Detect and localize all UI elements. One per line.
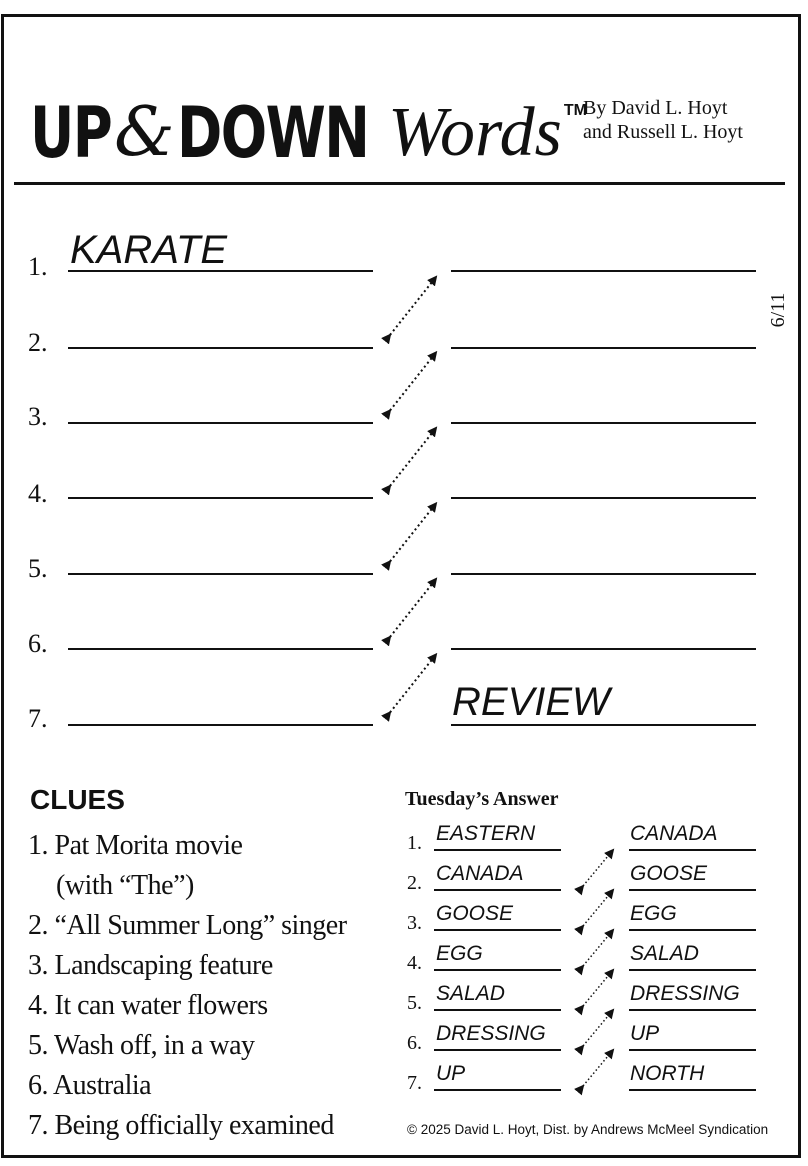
logo-words-text: Words — [388, 94, 562, 171]
previous-blank-right — [629, 889, 756, 891]
copyright-notice: © 2025 David L. Hoyt, Dist. by Andrews McMeel Syndication — [407, 1122, 769, 1137]
clue-item: 1. Pat Morita movie — [28, 830, 243, 861]
previous-word-right: GOOSE — [630, 862, 708, 885]
previous-word-right: UP — [630, 1022, 660, 1045]
row-number: 7. — [28, 704, 48, 733]
clue-item: 2. “All Summer Long” singer — [28, 910, 347, 941]
previous-blank-left — [434, 1089, 561, 1091]
clue-item: 4. It can water flowers — [28, 990, 268, 1021]
previous-word-right: NORTH — [630, 1062, 705, 1085]
answer-blank-left[interactable] — [68, 347, 373, 349]
previous-blank-left — [434, 1049, 561, 1051]
previous-word-right: DRESSING — [630, 982, 740, 1005]
logo-ampersand: & — [114, 93, 175, 172]
previous-word-left: UP — [436, 1062, 466, 1085]
previous-row-number: 4. — [407, 952, 422, 974]
previous-blank-right — [629, 1009, 756, 1011]
previous-row-number: 1. — [407, 832, 422, 854]
row-number: 6. — [28, 629, 48, 658]
byline-line-1: By David L. Hoyt — [583, 97, 728, 119]
previous-row-number: 7. — [407, 1072, 422, 1094]
clue-item: 5. Wash off, in a way — [28, 1030, 255, 1061]
previous-blank-left — [434, 1009, 561, 1011]
previous-word-left: EASTERN — [436, 822, 536, 845]
answer-blank-right[interactable] — [451, 347, 756, 349]
answer-blank-left[interactable] — [68, 497, 373, 499]
previous-word-left: GOOSE — [436, 902, 514, 925]
answer-blank-right[interactable] — [451, 497, 756, 499]
row-number: 3. — [28, 402, 48, 431]
row-number: 4. — [28, 479, 48, 508]
trademark-mark: TM — [563, 102, 587, 119]
previous-blank-left — [434, 969, 561, 971]
answer-blank-right[interactable] — [451, 270, 756, 272]
answer-blank-right[interactable] — [451, 573, 756, 575]
previous-row-number: 6. — [407, 1032, 422, 1054]
previous-blank-right — [629, 969, 756, 971]
header-divider — [14, 182, 785, 185]
previous-word-left: CANADA — [436, 862, 524, 885]
answer-blank-right[interactable] — [451, 724, 756, 726]
clue-item: 7. Being officially examined — [28, 1110, 334, 1141]
previous-word-left: EGG — [436, 942, 483, 965]
byline — [583, 96, 743, 144]
puzzle-date: 6/11 — [767, 292, 789, 328]
answer-blank-left[interactable] — [68, 422, 373, 424]
row-number: 5. — [28, 554, 48, 583]
byline-line-2: and Russell L. Hoyt — [583, 121, 743, 143]
previous-blank-left — [434, 889, 561, 891]
previous-word-right: EGG — [630, 902, 677, 925]
answer-blank-right[interactable] — [451, 648, 756, 650]
previous-blank-right — [629, 1089, 756, 1091]
answer-blank-right[interactable] — [451, 422, 756, 424]
previous-word-left: DRESSING — [436, 1022, 546, 1045]
answer-1-left: KARATE — [70, 228, 228, 272]
previous-blank-right — [629, 1049, 756, 1051]
clue-continuation: (with “The”) — [56, 870, 194, 901]
previous-word-left: SALAD — [436, 982, 505, 1005]
answer-blank-left[interactable] — [68, 648, 373, 650]
clue-item: 3. Landscaping feature — [28, 950, 273, 981]
row-number: 2. — [28, 328, 48, 357]
answer-7-right: REVIEW — [452, 680, 610, 724]
previous-word-right: SALAD — [630, 942, 699, 965]
previous-row-number: 2. — [407, 872, 422, 894]
answer-blank-left[interactable] — [68, 724, 373, 726]
previous-blank-left — [434, 929, 561, 931]
previous-row-number: 5. — [407, 992, 422, 1014]
logo-up-text: UP — [30, 92, 112, 174]
clue-item: 6. Australia — [28, 1070, 152, 1101]
previous-word-right: CANADA — [630, 822, 718, 845]
puzzle-logo — [30, 58, 587, 174]
previous-blank-right — [629, 849, 756, 851]
previous-row-number: 3. — [407, 912, 422, 934]
answer-blank-left[interactable] — [68, 573, 373, 575]
previous-blank-right — [629, 929, 756, 931]
previous-answer-title: Tuesday’s Answer — [405, 788, 559, 810]
clues-title: CLUES — [30, 784, 125, 815]
row-number: 1. — [28, 252, 48, 281]
previous-blank-left — [434, 849, 561, 851]
logo-down-text: DOWN — [176, 92, 369, 174]
